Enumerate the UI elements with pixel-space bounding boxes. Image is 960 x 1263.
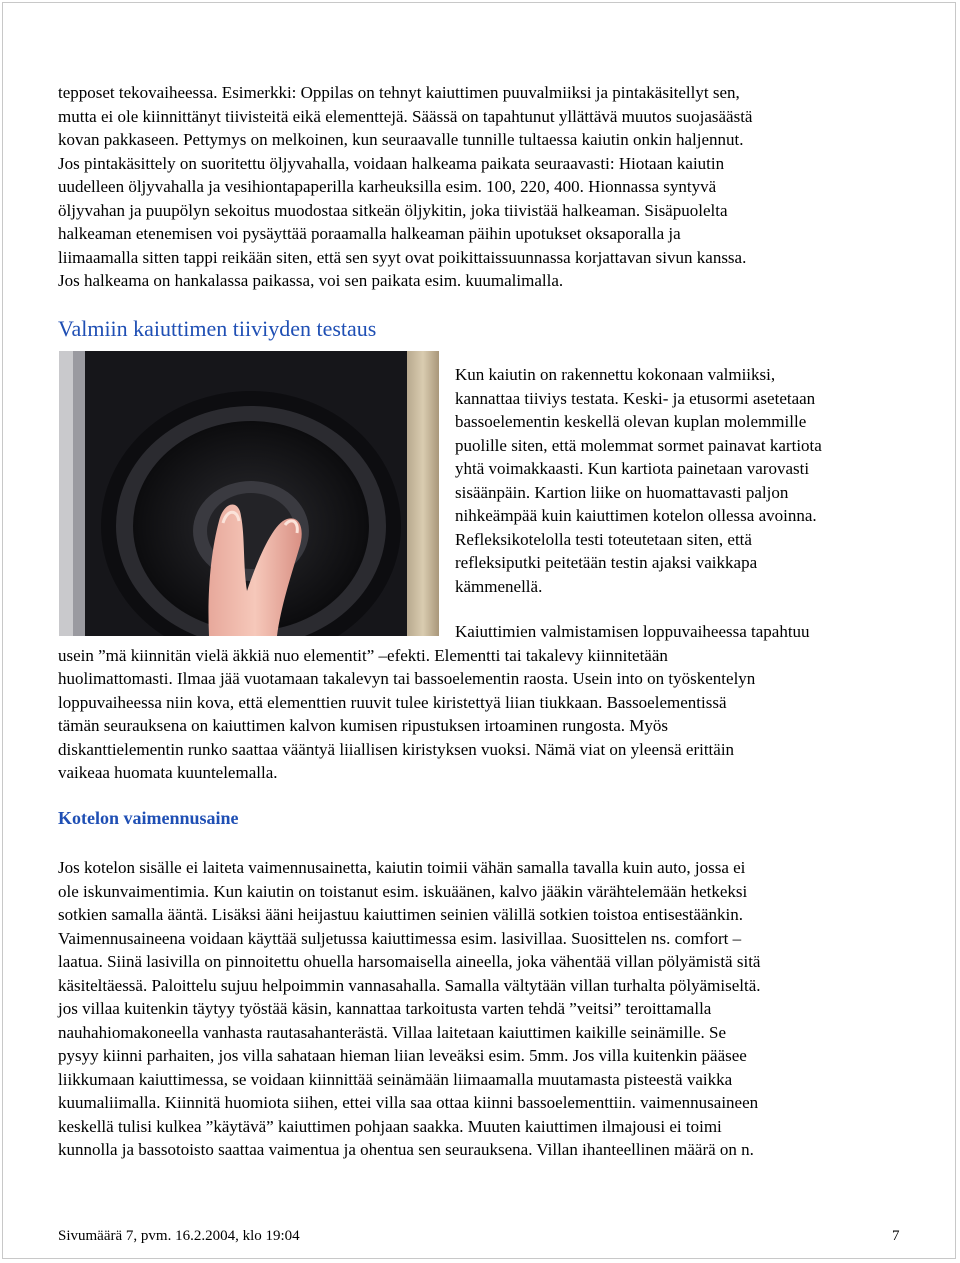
text-line: tämän seurauksena on kaiuttimen kalvon kumisen ripustuksen irtoaminen rungosta. Myös [58, 716, 668, 735]
text-line: huolimattomasti. Ilmaa jää vuotamaan takalevyn tai bassoelementin raosta. Usein into on työskentelyn [58, 669, 756, 688]
text-line: kuumaliimalla. Kiinnitä huomiota siihen, ettei villa saa ottaa kiinni bassoelementtiin. vaimennusaineen [58, 1093, 759, 1112]
text-line: refleksiputki peitetään testin ajaksi vaikkapa [455, 553, 758, 572]
paragraph-damping-material [58, 856, 908, 1162]
text-line: halkeaman etenemisen voi pysäyttää poraamalla halkeaman päihin upotukset oksaporalla ja [58, 224, 681, 243]
text-line: ole iskunvaimentimia. Kun kaiutin on toistanut esim. iskuäänen, kalvo jääkin värähtelemään hetkeksi [58, 881, 748, 901]
text-line: käsiteltäessä. Paloittelu sujuu helpoimmin vannasahalla. Samalla vältytään villan turhalta pölyämiseltä. [58, 975, 761, 995]
text-line: nauhahiomakoneella vanhasta rautasahanterästä. Villaa laitetaan kaiuttimen kaikille seinämille. Se [58, 1022, 727, 1042]
text-line: yhtä voimakkaasti. Kun kartiota painetaan varovasti [455, 459, 810, 478]
section-heading-damping-material: Kotelon vaimennusaine [58, 808, 239, 828]
footer-info: Sivumäärä 7, pvm. 16.2.2004, klo 19:04 [58, 1228, 300, 1244]
text-line: loppuvaiheessa niin kova, että elementtien ruuvit tulee kiristettyä liian tiukkaan. Bassoelementissä [58, 692, 727, 712]
paragraph-tightness-test [455, 363, 905, 598]
text-line: pysyy kiinni parhaiten, jos villa sahataan hieman liian leveäksi esim. 5mm. Jos villa kuitenkin pääsee [58, 1046, 747, 1065]
text-line: Jos pintakäsittely on suoritettu öljyvahalla, voidaan halkeama paikata seuraavasti: Hiotaan kaiutin [58, 153, 725, 173]
paragraph-final-stage [58, 620, 908, 785]
text-line: nihkeämpää kuin kaiuttimen kotelon ollessa avoinna. [455, 506, 817, 525]
text-line: kämmenellä. [455, 576, 543, 596]
text-line: liimaamalla sitten tappi reikään siten, että sen syyt ovat poikittaissuunnassa korjattavan sivun kanssa. [58, 247, 747, 267]
text-line: Kaiuttimien valmistamisen loppuvaiheessa tapahtuu [455, 622, 810, 641]
paragraph-crack-repair [58, 81, 908, 293]
text-line: sisäänpäin. Kartion liike on huomattavasti paljon [455, 482, 789, 502]
text-line: öljyvahan ja puupölyn sekoitus muodostaa sitkeän öljykitin, joka tiivistää halkeaman. Sisäpuolelta [58, 200, 728, 220]
text-line: usein ”mä kiinnitän vielä äkkiä nuo elementit” –efekti. Elementti tai takalevy kiinnitetään [58, 645, 668, 665]
text-line: kunnolla ja bassotoisto saattaa vaimentua ja ohentua sen seurauksena. Villan ihanteellinen määrä on n. [58, 1140, 754, 1159]
text-line: Jos halkeama on hankalassa paikassa, voi sen paikata esim. kuumalimalla. [58, 271, 564, 290]
text-line: kovan pakkaseen. Pettymys on melkoinen, kun seuraavalle tunnille tultaessa kaiutin onkin haljennut. [58, 130, 744, 149]
text-line: bassoelementin keskellä olevan kuplan molemmille [455, 412, 807, 431]
text-line: keskellä tulisi kulkea ”käytävä” kaiuttimen pohjaan saakka. Muuten kaiuttimen ilmajousi ei toimi [58, 1116, 722, 1136]
text-line: Vaimennusaineena voidaan käyttää suljetussa kaiuttimessa esim. lasivillaa. Suosittelen ns. comfort – [58, 928, 742, 948]
page-number: 7 [892, 1228, 900, 1244]
text-line: liikkumaan kaiuttimessa, se voidaan kiinnittää seinämään liimaamalla muutamasta pisteestä vaikka [58, 1069, 733, 1089]
section-heading-tightness-test: Valmiin kaiuttimen tiiviyden testaus [58, 316, 377, 341]
text-line: kannattaa tiiviys testata. Keski- ja etusormi asetetaan [455, 388, 816, 408]
text-line: laatua. Siinä lasivilla on pinnoitettu ohuella harsomaisella aineella, joka vähentää villan pölyämistä sitä [58, 952, 761, 971]
text-line: diskanttielementin runko saattaa vääntyä liiallisen kiristyksen vuoksi. Nämä viat on yleensä erittäin [58, 739, 735, 759]
text-line: Kun kaiutin on rakennettu kokonaan valmiiksi, [455, 365, 776, 384]
speaker-photo [59, 351, 439, 636]
text-line: puolille siten, että molemmat sormet painavat kartiota [455, 435, 822, 455]
text-line: vaikeaa huomata kuuntelemalla. [58, 763, 278, 782]
text-line: Refleksikotelolla testi toteutetaan siten, että [455, 529, 752, 549]
text-line: Jos kotelon sisälle ei laiteta vaimennusainetta, kaiutin toimii vähän samalla tavalla kuin auto, jossa ei [58, 858, 746, 877]
text-line: tepposet tekovaiheessa. Esimerkki: Oppilas on tehnyt kaiuttimen puuvalmiiksi ja pintakäsitellyt sen, [58, 83, 740, 102]
text-line: jos villaa kuitenkin täytyy työstää käsin, kannattaa tarkoitusta varten tehdä ”veitsi” teroittamalla [58, 999, 712, 1018]
text-line: mutta ei ole kiinnittänyt tiivisteitä eikä elementtejä. Säässä on tapahtunut yllättävä muutos suojasäästä [58, 106, 753, 126]
text-line: uudelleen öljyvahalla ja vesihiontapaperilla karheuksilla esim. 100, 220, 400. Hionnassa syntyvä [58, 177, 717, 196]
text-line: sotkien samalla ääntä. Lisäksi ääni heijastuu kaiuttimen seinien välillä sotkien toistoa entisestäänkin. [58, 905, 744, 924]
